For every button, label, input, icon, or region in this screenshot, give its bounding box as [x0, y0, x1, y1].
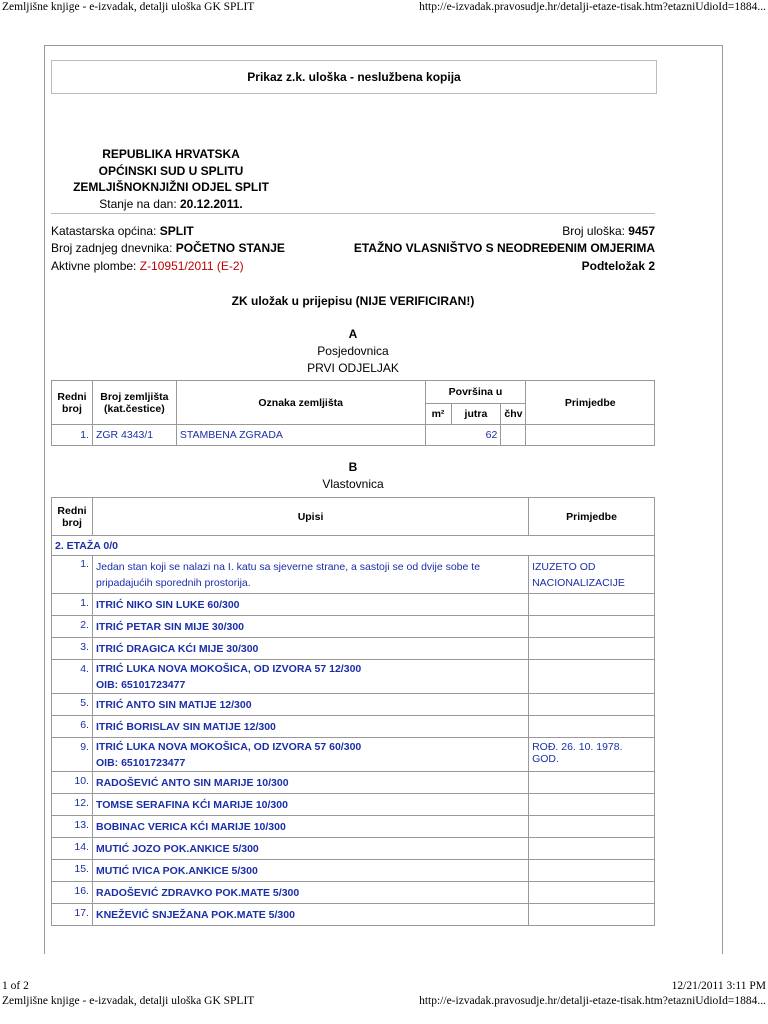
owner-text: ITRIĆ DRAGICA KĆI MIJE 30/300 [95, 642, 259, 655]
row-owner [92, 694, 528, 716]
document-title-box [51, 60, 657, 94]
row-prim [529, 594, 655, 616]
dnevnik-label: Broj zadnjeg dnevnika: [51, 241, 173, 255]
col-broj-zemljista: Broj zemljišta (kat.čestice) [92, 381, 176, 425]
section-b-name: Vlastovnica [322, 477, 384, 491]
owner-text: ITRIĆ NIKO SIN LUKE 60/300 [95, 598, 240, 611]
table-row [52, 772, 655, 794]
print-footer [0, 979, 768, 993]
col-oznaka: Oznaka zemljišta [176, 381, 425, 425]
etazno-line [354, 241, 655, 255]
row-owner [92, 616, 528, 638]
row-owner [92, 838, 528, 860]
table-row [52, 860, 655, 882]
section-a-name: Posjedovnica [317, 344, 389, 358]
col-upisi: Upisi [92, 498, 528, 536]
table-row [52, 425, 655, 446]
owner-text: MUTIĆ IVICA POK.ANKICE 5/300 [95, 864, 258, 877]
row-num: 2. [52, 616, 93, 638]
print-header [0, 0, 768, 14]
etaza-group: 2. ETAŽA 0/0 [52, 536, 655, 556]
col-chv: čhv [501, 404, 526, 425]
broj-uloska-value: 9457 [628, 224, 655, 238]
row-num: 3. [52, 638, 93, 660]
owner-text: TOMSE SERAFINA KĆI MARIJE 10/300 [95, 798, 288, 811]
table-row [52, 616, 655, 638]
stanje-value: 20.12.2011. [180, 196, 243, 211]
owner-text: ITRIĆ PETAR SIN MIJE 30/300 [95, 620, 244, 633]
owner-oib: OIB: 65101723477 [95, 678, 186, 691]
section-a-letter: A [348, 327, 358, 341]
row-prim: IZUZETO OD NACIONALIZACIJE [529, 556, 655, 594]
stanje-label: Stanje na dan: [99, 196, 177, 211]
owner-text: RADOŠEVIĆ ZDRAVKO POK.MATE 5/300 [95, 886, 300, 899]
divider [51, 213, 655, 214]
row-prim [529, 794, 655, 816]
broj-uloska-line [562, 224, 655, 238]
dnevnik-value: POČETNO STANJE [175, 241, 285, 255]
table-row [52, 816, 655, 838]
table-row [52, 594, 655, 616]
row-owner [92, 772, 528, 794]
plombe-label: Aktivne plombe: [51, 259, 137, 273]
row-owner [92, 716, 528, 738]
row-prim [529, 716, 655, 738]
row-chv [501, 425, 526, 446]
court-line: REPUBLIKA HRVATSKA [102, 147, 240, 161]
owner-text: ITRIĆ BORISLAV SIN MATIJE 12/300 [95, 720, 276, 733]
ko-label: Katastarska općina: [51, 224, 157, 238]
row-owner [92, 794, 528, 816]
owner-oib: OIB: 65101723477 [95, 756, 186, 769]
plombe-link[interactable]: Z-10951/2011 (E-2) [139, 259, 244, 273]
owner-text: BOBINAC VERICA KĆI MARIJE 10/300 [95, 820, 286, 833]
entries-body [52, 594, 655, 926]
row-owner [92, 594, 528, 616]
court-line: OPĆINSKI SUD U SPLITU [98, 163, 244, 178]
podulozak-value: Podteložak 2 [581, 259, 655, 273]
row-prim [529, 816, 655, 838]
page-url: http://e-izvadak.pravosudje.hr/detalji-etaze-tisak.htm?etazniUdioId=1884... [419, 1, 766, 13]
row-num: 16. [52, 882, 93, 904]
print-footer-2 [0, 994, 768, 1008]
ko-value: SPLIT [159, 224, 194, 238]
row-owner [92, 882, 528, 904]
row-num: 14. [52, 838, 93, 860]
row-broj: ZGR 4343/1 [92, 425, 176, 446]
print-datetime: 12/21/2011 3:11 PM [671, 980, 766, 992]
document-title: Prikaz z.k. uloška - neslužbena kopija [247, 70, 461, 84]
court-line: ZEMLJIŠNOKNJIŽNI ODJEL SPLIT [73, 180, 269, 194]
row-owner [92, 904, 528, 926]
row-owner [92, 738, 528, 772]
row-prim [526, 425, 655, 446]
row-prim [529, 694, 655, 716]
row-num: 1. [52, 594, 93, 616]
row-owner [92, 816, 528, 838]
col-jutra: jutra [451, 404, 501, 425]
row-prim [529, 616, 655, 638]
table-row [52, 694, 655, 716]
zk-status: ZK uložak u prijepisu (NIJE VERIFICIRAN!) [231, 294, 475, 308]
row-num: 4. [52, 660, 93, 694]
row-owner [92, 660, 528, 694]
table-row [52, 716, 655, 738]
col-povrsina: Površina u [425, 381, 526, 404]
dnevnik-line [51, 241, 285, 255]
etazno-value: ETAŽNO VLASNIŠTVO S NEODREĐENIM OMJERIMA [353, 241, 655, 255]
table-row [52, 882, 655, 904]
row-num: 15. [52, 860, 93, 882]
row-owner [92, 860, 528, 882]
plombe-line [51, 259, 244, 273]
row-text: Jedan stan koji se nalazi na I. katu sa sjeverne strane, a sastoji se od dvije sobe te pripadajućih sporednih prostorija. [92, 556, 528, 594]
section-b-letter: B [348, 460, 358, 474]
row-num: 6. [52, 716, 93, 738]
section-a-sub: PRVI ODJELJAK [307, 361, 399, 375]
page-url: http://e-izvadak.pravosudje.hr/detalji-etaze-tisak.htm?etazniUdioId=1884... [419, 995, 766, 1007]
row-prim [529, 882, 655, 904]
col-redni-broj: Redni broj [52, 381, 93, 425]
row-prim [529, 838, 655, 860]
owner-text: ITRIĆ LUKA NOVA MOKOŠICA, OD IZVORA 57 60/300 [95, 740, 362, 753]
row-oznaka: STAMBENA ZGRADA [176, 425, 425, 446]
row-num: 10. [52, 772, 93, 794]
col-primjedbe: Primjedbe [526, 381, 655, 425]
table-row [52, 638, 655, 660]
page-title: Zemljišne knjige - e-izvadak, detalji uloška GK SPLIT [2, 1, 255, 13]
ko-line [51, 224, 194, 238]
row-prim [529, 860, 655, 882]
table-row [52, 904, 655, 926]
owner-text: KNEŽEVIĆ SNJEŽANA POK.MATE 5/300 [95, 908, 295, 921]
table-row [52, 556, 655, 594]
broj-uloska-label: Broj uloška: [562, 224, 625, 238]
row-num: 1. [52, 556, 93, 594]
row-prim [529, 638, 655, 660]
col-redni-broj: Redni broj [52, 498, 93, 536]
row-prim [529, 660, 655, 694]
owner-text: MUTIĆ JOZO POK.ANKICE 5/300 [95, 842, 259, 855]
col-m2: m² [425, 404, 451, 425]
col-primjedbe: Primjedbe [529, 498, 655, 536]
posjedovnica-table [51, 380, 655, 446]
table-row [52, 660, 655, 694]
row-prim [529, 772, 655, 794]
page-count: 1 of 2 [2, 980, 29, 992]
row-num: 9. [52, 738, 93, 772]
row-m2: 62 [425, 425, 501, 446]
table-row [52, 794, 655, 816]
row-num: 13. [52, 816, 93, 838]
row-prim [529, 904, 655, 926]
row-num: 12. [52, 794, 93, 816]
podulozak-line [582, 259, 655, 273]
row-owner [92, 638, 528, 660]
owner-text: ITRIĆ LUKA NOVA MOKOŠICA, OD IZVORA 57 12/300 [95, 662, 362, 675]
court-header [61, 146, 281, 212]
table-row [52, 838, 655, 860]
page-title: Zemljišne knjige - e-izvadak, detalji uloška GK SPLIT [2, 995, 255, 1007]
vlastovnica-table [51, 497, 655, 926]
owner-text: ITRIĆ ANTO SIN MATIJE 12/300 [95, 698, 252, 711]
row-num: 17. [52, 904, 93, 926]
row-num: 1. [52, 425, 93, 446]
row-prim: ROĐ. 26. 10. 1978. GOD. [529, 738, 655, 772]
owner-text: RADOŠEVIĆ ANTO SIN MARIJE 10/300 [95, 776, 289, 789]
table-row [52, 738, 655, 772]
row-num: 5. [52, 694, 93, 716]
